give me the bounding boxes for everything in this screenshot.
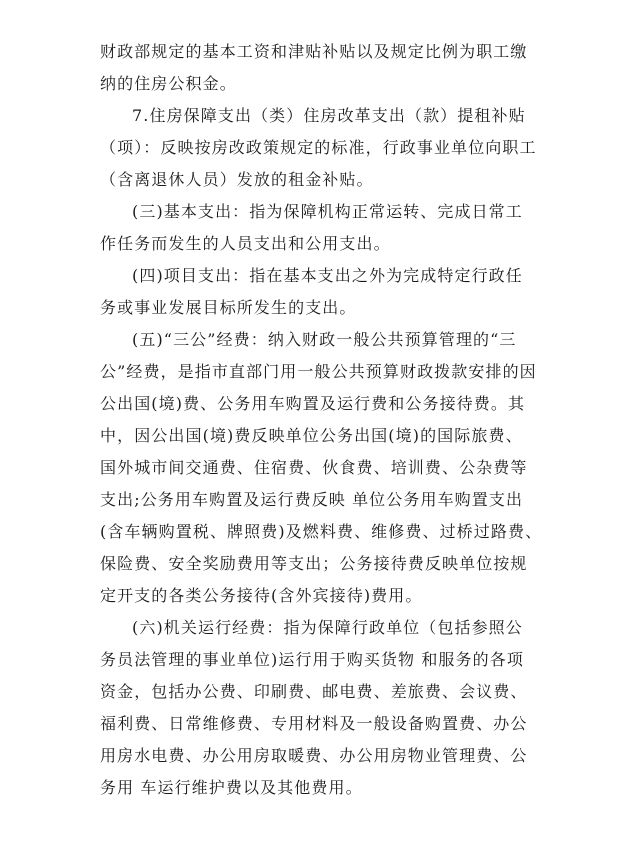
text-line: 保险费、安全奖励费用等支出；公务接待费反映单位按规 <box>100 554 528 573</box>
text-line: 公”经费，是指市直部门用一般公共预算财政拨款安排的因 <box>100 362 537 381</box>
text-line: 中，因公出国(境)费反映单位公务出国(境)的国际旅费、 <box>100 426 523 445</box>
text-line: 作任务而发生的人员支出和公用支出。 <box>100 234 391 253</box>
text-line: 务员法管理的事业单位)运行用于购买货物 和服务的各项 <box>100 650 524 669</box>
text-line: 纳的住房公积金。 <box>100 74 237 93</box>
text-line: 福利费、日常维修费、专用材料及一般设备购置费、办公 <box>100 714 528 733</box>
text-line: 用房水电费、办公用房取暖费、办公用房物业管理费、公 <box>100 746 528 765</box>
text-line: (六)机关运行经费：指为保障行政单位（包括参照公 <box>132 618 523 637</box>
text-line: 务用 车运行维护费以及其他费用。 <box>100 778 363 797</box>
text-line: (四)项目支出：指在基本支出之外为完成特定行政任 <box>132 266 523 285</box>
document-body <box>100 36 550 804</box>
text-line: 务或事业发展目标所发生的支出。 <box>100 298 357 317</box>
text-line: 7.住房保障支出（类）住房改革支出（款）提租补贴 <box>132 106 526 125</box>
text-line: 国外城市间交通费、住宿费、伙食费、培训费、公杂费等 <box>100 458 528 477</box>
text-line: 定开支的各类公务接待(含外宾接待)费用。 <box>100 586 423 605</box>
text-line: 财政部规定的基本工资和津贴补贴以及规定比例为职工缴 <box>100 42 528 61</box>
text-line: (五)“三公”经费：纳入财政一般公共预算管理的“三 <box>132 330 517 349</box>
text-line: (含车辆购置税、牌照费)及燃料费、维修费、过桥过路费、 <box>100 522 543 541</box>
text-line: 资金，包括办公费、印刷费、邮电费、差旅费、会议费、 <box>100 682 528 701</box>
text-line: (三)基本支出：指为保障机构正常运转、完成日常工 <box>132 202 523 221</box>
text-line: （项）：反映按房改政策规定的标准，行政事业单位向职工 <box>100 138 537 157</box>
text-line: （含离退休人员）发放的租金补贴。 <box>100 170 374 189</box>
text-line: 支出;公务用车购置及运行费反映 单位公务用车购置支出 <box>100 490 524 509</box>
text-line: 公出国(境)费、公务用车购置及运行费和公务接待费。其 <box>100 394 526 413</box>
